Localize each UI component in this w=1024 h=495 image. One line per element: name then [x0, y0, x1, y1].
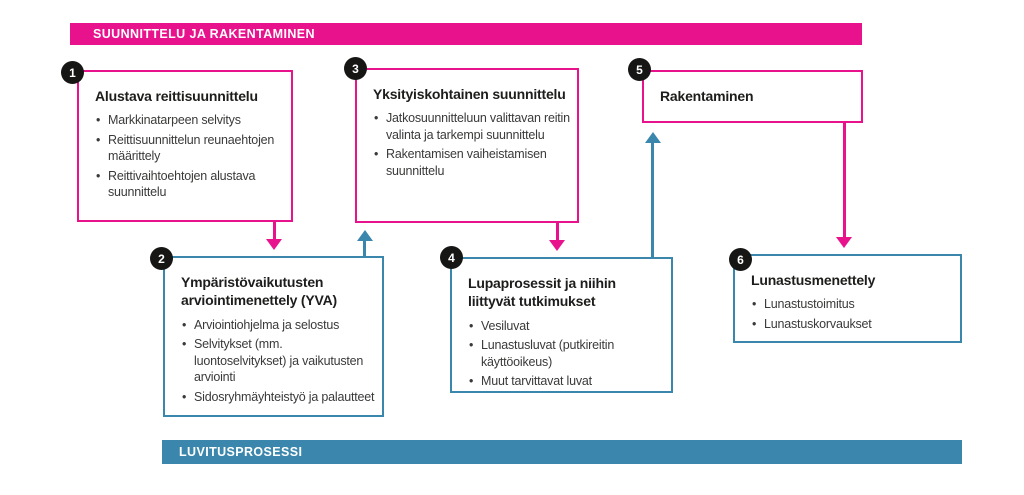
step-box-3-yksityiskohtainen-suunnittelu [355, 68, 579, 223]
bullet-item: • Vesiluvat [468, 318, 665, 335]
step-bullet-list [181, 317, 376, 406]
banner-planning-and-construction [70, 23, 862, 45]
bullet-item: • Markkinatarpeen selvitys [95, 112, 285, 129]
arrow-down-icon [549, 240, 565, 251]
step-number-badge-4: 4 [440, 246, 463, 269]
step-title: Rakentaminen [660, 88, 754, 104]
step-title: Yksityiskohtainen suunnittelu [373, 86, 566, 102]
step-box-5-rakentaminen [642, 70, 863, 123]
step-box-2-yva [163, 256, 384, 417]
step-number-badge-6: 6 [729, 248, 752, 271]
arrow-line-3-to-4 [556, 223, 559, 240]
step-bullet-list [751, 296, 954, 332]
step-box-6-lunastusmenettely [733, 254, 962, 343]
banner-planning-label: SUUNNITTELU JA RAKENTAMINEN [93, 27, 315, 41]
arrow-line-5-to-6 [843, 123, 846, 237]
bullet-item: • Jatkosuunnitteluun valittavan reitin valinta ja tarkempi suunnittelu [373, 110, 571, 143]
step-title: Lupaprosessit ja niihin liittyvät tutkimukset [468, 275, 616, 310]
step-number-badge-3: 3 [344, 57, 367, 80]
step-number-badge-1: 1 [61, 61, 84, 84]
step-box-1-alustava-reittisuunnittelu [77, 70, 293, 222]
banner-permitting-label: LUVITUSPROSESSI [179, 445, 303, 459]
step-number-badge-2: 2 [150, 247, 173, 270]
bullet-item: • Arviointiohjelma ja selostus [181, 317, 376, 334]
arrow-line-2-to-3 [363, 241, 366, 257]
step-bullet-list [468, 318, 665, 390]
step-title: Lunastusmenettely [751, 272, 876, 288]
bullet-item: • Lunastuskorvaukset [751, 316, 954, 333]
arrow-down-icon [266, 239, 282, 250]
step-bullet-list [373, 110, 571, 179]
arrow-down-icon [836, 237, 852, 248]
bullet-item: • Rakentamisen vaiheistamisen suunnittelu [373, 146, 571, 179]
bullet-item: • Muut tarvittavat luvat [468, 373, 665, 390]
bullet-item: • Selvitykset (mm. luontoselvitykset) ja vaikutusten arviointi [181, 336, 376, 386]
bullet-item: • Reittivaihtoehtojen alustava suunnittelu [95, 168, 285, 201]
arrow-up-icon [645, 132, 661, 143]
bullet-item: • Lunastustoimitus [751, 296, 954, 313]
step-title: Alustava reittisuunnittelu [95, 88, 258, 104]
bullet-item: • Lunastusluvat (putkireitin käyttöoikeus) [468, 337, 665, 370]
step-number-badge-5: 5 [628, 58, 651, 81]
arrow-up-icon [357, 230, 373, 241]
arrow-line-4-to-5 [651, 143, 654, 257]
arrow-line-1-to-2 [273, 222, 276, 240]
bullet-item: • Sidosryhmäyhteistyö ja palautteet [181, 389, 376, 406]
banner-permitting-process [162, 440, 962, 464]
step-box-4-lupaprosessit [450, 257, 673, 393]
bullet-item: • Reittisuunnittelun reunaehtojen määrittely [95, 132, 285, 165]
step-bullet-list [95, 112, 285, 201]
step-title: Ympäristövaikutusten arviointimenettely (YVA) [181, 274, 337, 309]
